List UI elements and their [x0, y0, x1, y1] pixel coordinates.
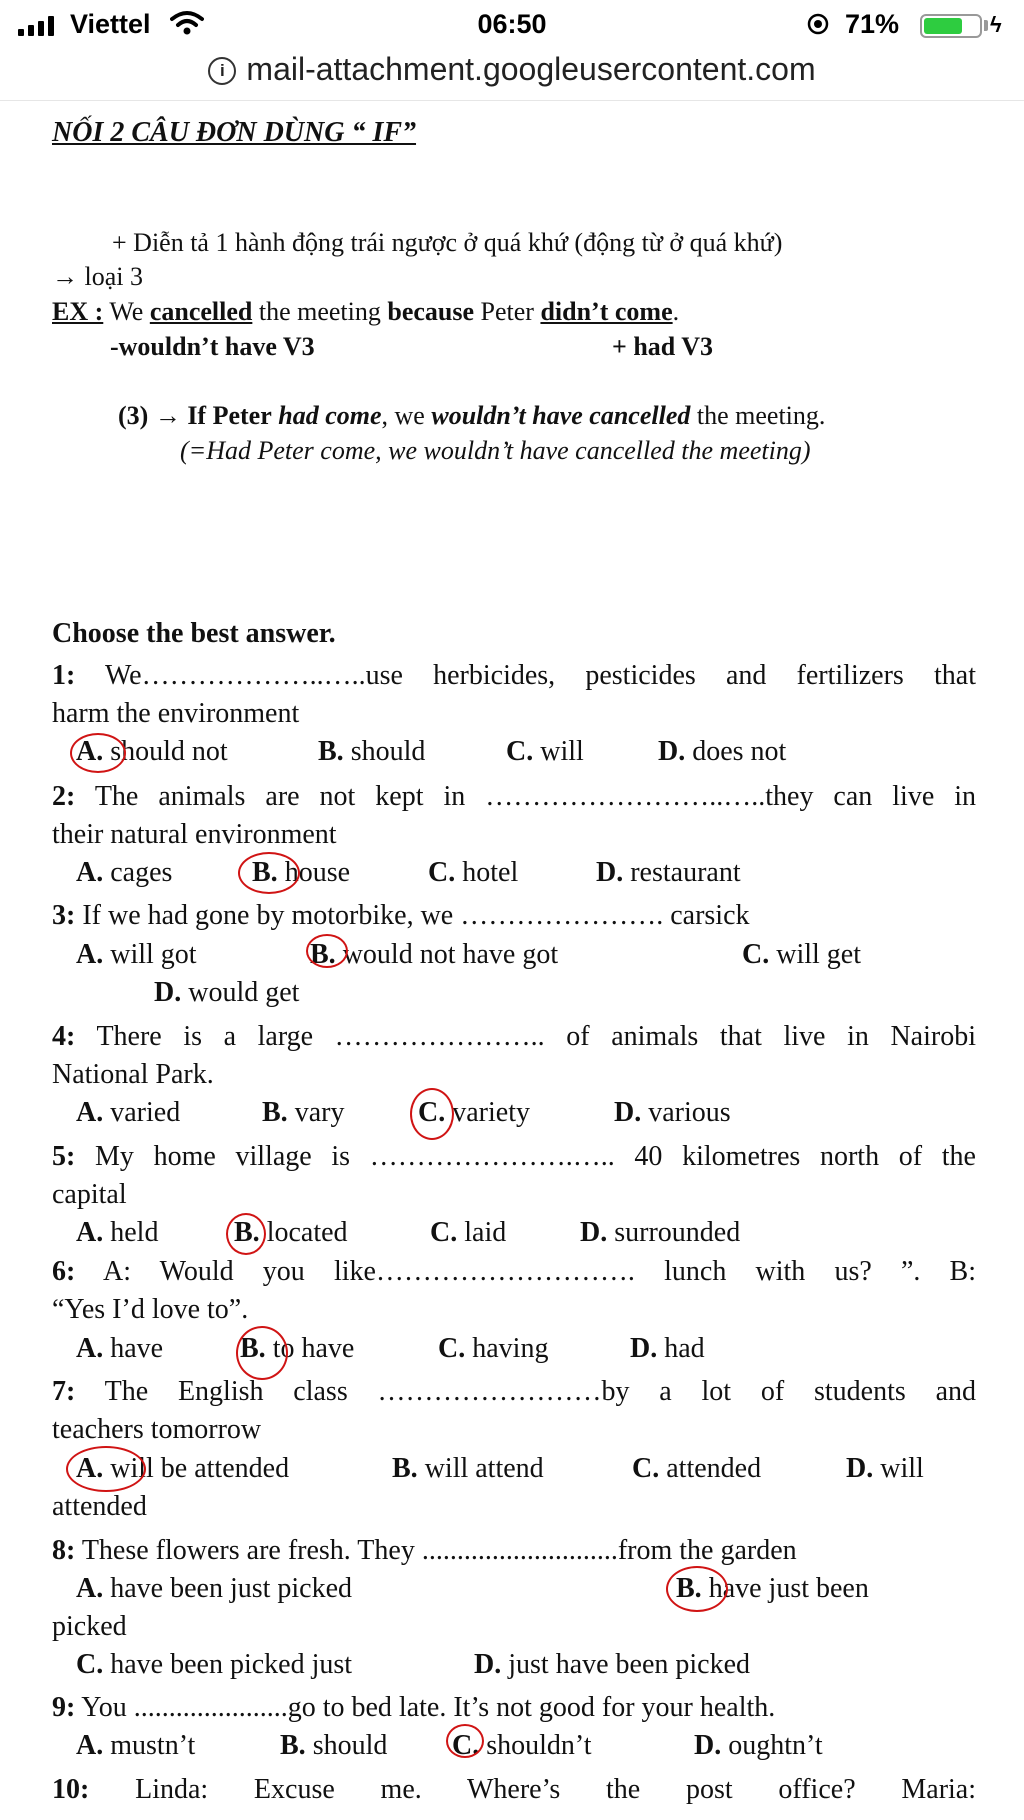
question-text-cont: National Park.	[52, 1059, 214, 1090]
option-letter: D.	[846, 1453, 874, 1484]
answer-circle	[306, 934, 348, 968]
option-letter: C.	[76, 1649, 104, 1680]
answer-circle	[66, 1446, 146, 1492]
question-text: You ......................go to bed late. It’s not good for your health.	[81, 1692, 776, 1723]
question-text: The animals are not kept in ……………………..…..they can live in	[94, 781, 976, 812]
option-a[interactable]	[76, 1332, 163, 1366]
option-a[interactable]	[76, 1216, 158, 1250]
option-text: shouldn’t	[486, 1730, 592, 1761]
answer-circle	[666, 1566, 728, 1612]
answer-circle	[446, 1724, 484, 1758]
answer-circle	[70, 733, 126, 773]
question-3	[52, 899, 750, 933]
option-letter: A.	[76, 1097, 104, 1128]
option-letter: C.	[428, 857, 456, 888]
option-d[interactable]	[630, 1332, 705, 1366]
question-7	[52, 1375, 976, 1409]
option-text: just have been picked	[508, 1649, 751, 1680]
option-d[interactable]	[580, 1216, 740, 1250]
option-letter: D.	[614, 1097, 642, 1128]
question-text-cont: their natural environment	[52, 819, 337, 850]
option-text: would get	[188, 977, 300, 1008]
option-d[interactable]	[614, 1096, 731, 1130]
option-text: oughtn’t	[728, 1730, 823, 1761]
question-number: 1:	[52, 660, 76, 691]
example-text: the meeting	[258, 297, 381, 326]
option-c[interactable]	[438, 1332, 548, 1366]
option-text: had	[664, 1333, 705, 1364]
option-c[interactable]	[632, 1452, 761, 1486]
question-text: A: Would you like………………………. lunch with us? ”. B:	[102, 1256, 976, 1287]
option-letter: A.	[76, 939, 104, 970]
option-letter: B.	[318, 736, 344, 767]
question-text: The English class ……………………by a lot of students and	[104, 1376, 976, 1407]
option-text: surrounded	[614, 1217, 741, 1248]
hint-left: -wouldn’t have V3	[110, 332, 315, 361]
option-text: have	[110, 1333, 164, 1364]
option-letter: D.	[474, 1649, 502, 1680]
option-text: to have	[272, 1333, 355, 1364]
option-b[interactable]	[318, 735, 425, 769]
example-text: Peter	[480, 297, 534, 326]
result-emphasis: had come	[278, 401, 382, 430]
option-text: various	[648, 1097, 731, 1128]
option-letter: C.	[452, 1730, 480, 1761]
option-text: will get	[776, 939, 861, 970]
option-text: have been just picked	[110, 1573, 353, 1604]
option-letter: B.	[392, 1453, 418, 1484]
option-a[interactable]	[76, 938, 197, 972]
question-text-cont: teachers tomorrow	[52, 1414, 262, 1445]
question-text-cont: harm the environment	[52, 698, 300, 729]
answer-circle	[238, 852, 300, 894]
option-c[interactable]	[742, 938, 861, 972]
option-text: would not have got	[342, 939, 559, 970]
option-b[interactable]	[280, 1729, 387, 1763]
carrier-name: Viettel	[70, 9, 151, 39]
note-heading: NỐI 2 CÂU ĐƠN DÙNG “ IF”	[52, 117, 417, 148]
question-text: We………………..…..use herbicides, pesticides and fertilizers that	[105, 660, 976, 691]
option-d[interactable]	[658, 735, 786, 769]
option-letter: D.	[596, 857, 624, 888]
option-text: mustn’t	[110, 1730, 196, 1761]
question-number: 10:	[52, 1774, 90, 1805]
option-text: hotel	[462, 857, 519, 888]
example-line	[52, 295, 679, 329]
option-text: variety	[452, 1097, 530, 1128]
option-a[interactable]	[76, 856, 172, 890]
option-text: restaurant	[630, 857, 741, 888]
result-text: , we	[381, 401, 425, 430]
battery-percent: 71%	[845, 9, 900, 39]
example-conjunction: because	[387, 297, 475, 326]
example-verb: cancelled	[149, 297, 253, 326]
option-letter: D.	[694, 1730, 722, 1761]
note-rule: + Diễn tả 1 hành động trái ngược ở quá khứ (động từ ở quá khứ)	[112, 228, 783, 257]
option-letter: A.	[76, 1453, 104, 1484]
option-d[interactable]	[596, 856, 741, 890]
question-number: 9:	[52, 1692, 76, 1723]
question-number: 4:	[52, 1021, 76, 1052]
option-letter: D.	[658, 736, 686, 767]
option-letter: A.	[76, 1217, 104, 1248]
option-letter: C.	[418, 1097, 446, 1128]
option-text: vary	[294, 1097, 345, 1128]
option-c[interactable]	[430, 1216, 506, 1250]
option-c[interactable]	[76, 1648, 352, 1682]
question-9	[52, 1691, 775, 1725]
charging-icon: ϟ	[990, 12, 1002, 37]
question-number: 2:	[52, 781, 76, 812]
answer-circle	[236, 1326, 288, 1380]
option-letter: C.	[506, 736, 534, 767]
option-a[interactable]	[76, 1096, 180, 1130]
note-type: → loại 3	[52, 262, 143, 291]
option-b[interactable]	[262, 1096, 344, 1130]
option-letter: A.	[76, 736, 104, 767]
option-a[interactable]	[76, 1729, 195, 1763]
question-2	[52, 780, 976, 814]
option-letter: A.	[76, 1573, 104, 1604]
question-number: 5:	[52, 1141, 76, 1172]
option-c[interactable]	[428, 856, 518, 890]
option-d[interactable]	[694, 1729, 823, 1763]
option-letter: B.	[252, 857, 278, 888]
example-text: .	[672, 297, 680, 326]
question-text: If we had gone by motorbike, we …………………. carsick	[82, 900, 750, 931]
option-text: will got	[110, 939, 197, 970]
option-text: will be attended	[110, 1453, 290, 1484]
option-b[interactable]	[392, 1452, 544, 1486]
option-letter: A.	[76, 1333, 104, 1364]
question-5	[52, 1140, 976, 1174]
question-number: 7:	[52, 1376, 76, 1407]
option-letter: D.	[154, 977, 182, 1008]
option-text: located	[266, 1217, 348, 1248]
option-text: having	[472, 1333, 549, 1364]
option-letter: A.	[76, 857, 104, 888]
question-number: 8:	[52, 1535, 76, 1566]
question-6	[52, 1255, 976, 1289]
hint-right: + had V3	[612, 332, 714, 361]
option-letter: C.	[742, 939, 770, 970]
question-4	[52, 1020, 976, 1054]
info-icon[interactable]: i	[208, 57, 236, 85]
option-text: varied	[110, 1097, 181, 1128]
option-text: does not	[692, 736, 787, 767]
option-text: laid	[464, 1217, 507, 1248]
option-letter: C.	[430, 1217, 458, 1248]
result-text: the meeting.	[696, 401, 826, 430]
option-letter: B.	[280, 1730, 306, 1761]
option-text: house	[284, 857, 351, 888]
option-text: attended	[666, 1453, 762, 1484]
option-text: will	[540, 736, 584, 767]
result-text: (3) → If Peter	[118, 401, 272, 430]
option-d-cont: attended	[52, 1491, 147, 1522]
option-d[interactable]	[154, 976, 299, 1010]
option-letter: A.	[76, 1730, 104, 1761]
option-a[interactable]	[76, 1572, 352, 1606]
option-letter: D.	[630, 1333, 658, 1364]
question-text: There is a large ………………….. of animals that live in Nairobi	[96, 1021, 976, 1052]
question-text-cont: “Yes I’d love to”.	[52, 1294, 249, 1325]
question-text: Linda: Excuse me. Where’s the post office? Maria:	[135, 1774, 977, 1805]
option-text: will attend	[424, 1453, 544, 1484]
option-text: will	[880, 1453, 924, 1484]
example-text: We	[109, 297, 144, 326]
status-time: 06:50	[477, 9, 547, 39]
answer-circle	[410, 1088, 454, 1140]
result-emphasis: wouldn’t have cancelled	[431, 401, 691, 430]
option-text: have been picked just	[110, 1649, 353, 1680]
example-verb: didn’t come	[540, 297, 673, 326]
url-text: mail-attachment.googleusercontent.com	[246, 51, 816, 87]
option-text: should	[350, 736, 426, 767]
option-letter: C.	[632, 1453, 660, 1484]
option-b-cont: picked	[52, 1611, 127, 1642]
question-text: My home village is ………………….….. 40 kilometres north of the	[95, 1141, 976, 1172]
option-letter: C.	[438, 1333, 466, 1364]
example-label: EX :	[52, 297, 104, 326]
result-alternative: (=Had Peter come, we wouldn’t have cancelled the meeting)	[180, 436, 811, 465]
answer-circle	[226, 1213, 266, 1255]
option-letter: B.	[240, 1333, 266, 1364]
question-text: These flowers are fresh. They ............................from the garden	[81, 1535, 797, 1566]
exercise-title: Choose the best answer.	[52, 618, 336, 649]
question-1	[52, 659, 976, 693]
question-10	[52, 1773, 976, 1807]
question-number: 3:	[52, 900, 76, 931]
option-letter: B.	[676, 1573, 702, 1604]
option-c[interactable]	[506, 735, 584, 769]
option-letter: B.	[234, 1217, 260, 1248]
option-d[interactable]	[846, 1452, 924, 1486]
question-number: 6:	[52, 1256, 76, 1287]
option-letter: B.	[310, 939, 336, 970]
question-8	[52, 1534, 797, 1568]
option-text: have just been	[708, 1573, 869, 1604]
option-text: should not	[110, 736, 228, 767]
result-line	[118, 399, 825, 433]
option-text: cages	[110, 857, 173, 888]
option-letter: B.	[262, 1097, 288, 1128]
question-text-cont: capital	[52, 1179, 127, 1210]
option-text: held	[110, 1217, 159, 1248]
option-d[interactable]	[474, 1648, 750, 1682]
option-text: should	[312, 1730, 388, 1761]
option-letter: D.	[580, 1217, 608, 1248]
